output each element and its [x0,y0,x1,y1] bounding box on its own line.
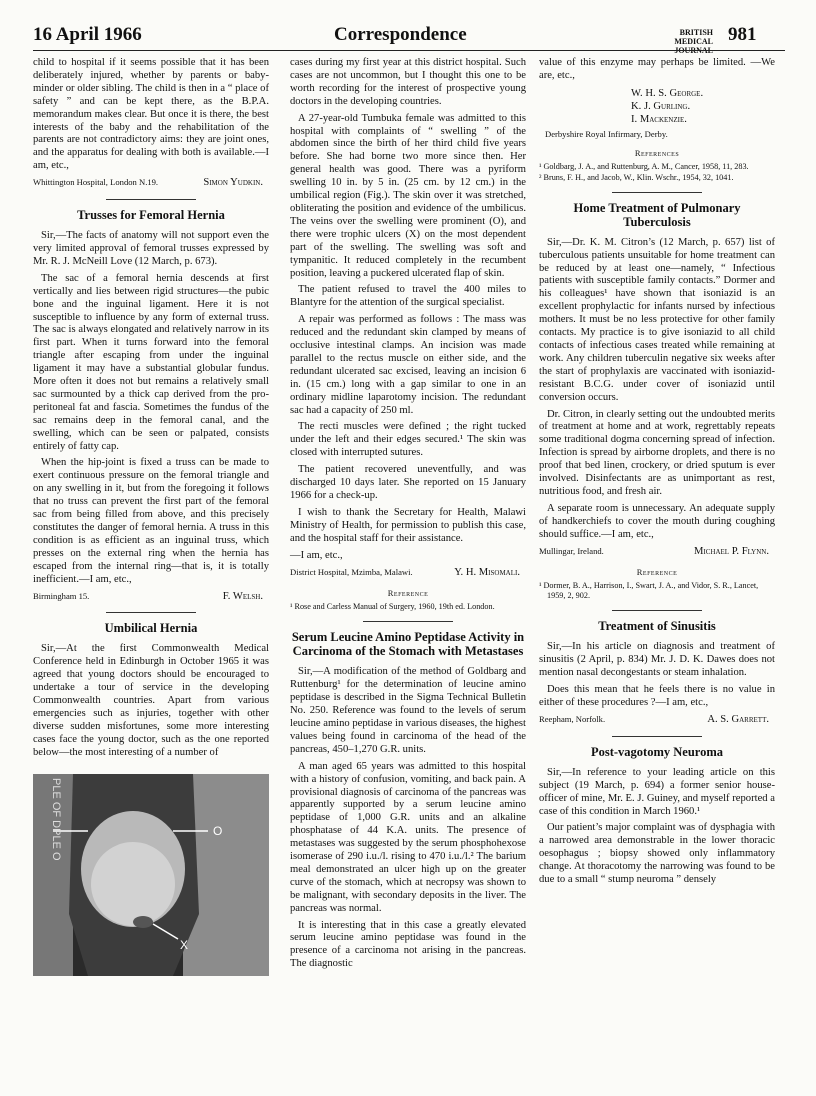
signature-name: Simon Yudkin. [203,177,263,189]
journal-name-line2: MEDICAL JOURNAL [674,37,713,55]
article-heading-trusses: Trusses for Femoral Hernia [77,208,225,223]
paragraph: The patient refused to travel the 400 miles to Blantyre for the attention of the surgical specialist. [290,284,526,309]
umbilical-hernia-photo [33,774,269,976]
signature-name: Michael P. Flynn. [693,545,769,557]
page-number: 981 [728,24,757,45]
paragraph: A man aged 65 years was admitted to this hospital with a history of confusion, vomiting, and back pain. A provisional diagnosis of carcinoma of the pancreas was apparently supported by a serum leucine amino peptidase of 1,000 G.R. units and an alkaline phosphatase of 44 K.A. units. The presence of metastases was suggested by the serum phosphohexose isomerase of 290 i.u./l. rising to 470 i.u./l.² The barium meal demonstrated an ulcer high up on the greater curve of the stomach, which at necropsy was shown to be malignant, with secondary deposits in the liver. The pancreas was normal. [290,760,526,914]
article-heading-tuberculosis: Home Treatment of Pulmonary Tuberculosis [573,200,741,229]
signature-name: W. H. S. George. [631,87,704,99]
figure-label-x: X [180,937,189,952]
paragraph: When the hip-joint is fixed a truss can be made to exert continuous pressure on the femoral triangle and on any swelling in it, but from the foregoing it follows that no truss can prevent the first part of the femoral sac from being filled from above, and this precisely constitutes the danger of femoral hernia. A truss in this condition is as efficient as an inguinal truss, which presses on the external ring when the hernia has escaped from the internal ring—that is, it is totally inefficient.—I am, etc., [33,457,269,585]
paragraph: Sir,—In his article on diagnosis and treatment of sinusitis (2 April, p. 834) Mr. J. D. K. Dawes does not mention nasal decongestants or steam inhalation. [539,641,775,679]
article-separator [612,610,702,611]
journal-name-line1: BRITISH [679,28,713,37]
article-separator [363,621,453,622]
paragraph: A separate room is unnecessary. An adequate supply of handkerchiefs to cover the mouth during coughing should suffice.—I am, etc., [539,502,775,540]
signature-block [33,177,269,190]
paragraph: I wish to thank the Secretary for Health, Malawi Ministry of Health, for permission to publish this case, and the hospital staff for their assistance. [290,506,526,544]
column-2 [290,57,526,975]
article-heading-umbilical: Umbilical Hernia [104,621,198,636]
signature-name: F. Welsh. [222,590,263,602]
article-separator [106,612,196,613]
paragraph: —I am, etc., [290,549,343,561]
figure-background-text: PLE OF DPLE O [50,777,62,861]
signature-name: A. S. Garrett. [707,713,769,725]
reference-item: ¹ Rose and Carless Manual of Surgery, 1960, 19th ed. London. [290,602,495,612]
article-separator [106,199,196,200]
paragraph: Sir,—In reference to your leading article on this subject (19 March, p. 694) a former senior house-officer of mine, Mr. E. J. Guiney, and myself reported a case of this condition in March 1960.¹ [539,766,775,817]
reference-item: ¹ Goldbarg, J. A., and Ruttenburg, A. M., Cancer, 1958, 11, 283. [539,161,749,171]
issue-date: 16 April 1966 [33,24,142,45]
paragraph: The recti muscles were defined ; the right tucked under the left and their edges secured.¹ The skin was closed with interrupted sutures. [290,421,526,459]
article-heading-leucine: Serum Leucine Amino Peptidase Activity in Carcinoma of the Stomach with Metastases [291,630,525,659]
reference-item: ¹ Dormer, B. A., Harrison, I., Swart, J. A., and Vidor, S. R., Lancet, 1959, 2, 902. [539,581,759,601]
signature-name: K. J. Gurling. [631,100,691,112]
signature-place: Whittington Hospital, London N.19. [33,177,159,188]
paragraph: Does this mean that he feels there is no value in either of these procedures ?—I am, etc., [539,684,775,708]
paragraph: A repair was performed as follows : The mass was reduced and the redundant skin clamped by means of occlusive intestinal clamps. An incision was made parallel to the rectus muscle on either side, and the redundant ulcerated sac excised, leaving an incision 6 in. (15 cm.) long with a gap similar to one in an ordinary midline laparotomy incision. The redundant sac had a capacity of 250 ml. [290,314,526,416]
signature-block [539,714,775,727]
header-rule [33,50,785,51]
letter-continuation: child to hospital if it seems possible that it has been deliberately injured, whether by parents or baby-minder or older sibling. The child is then in a “ place of safety ” and can be kept there, as the B.P.A. memorandum makes clear. But once it is there, the best interests of the baby and the rehabilitation of the parents are not contradictory aims: they are joint ones, and the apparatus for dealing with both is available.—I am, etc., [33,57,269,172]
paragraph: Sir,—At the first Commonwealth Medical Conference held in Edinburgh in October 1965 it was agreed that young doctors should be encouraged to undertake a tour of service in the developing Commonwealth countries. Apart from various emergencies such as injuries, together with other diverse sudden misfortunes, some more interesting cases face the young doctor, such as the one reported below—the most interesting of a number of [33,643,269,758]
paragraph: It is interesting that in this case a greatly elevated serum leucine amino peptidase was found in the presence of a carcinoma not arising in the pancreas. The diagnostic [290,919,526,970]
article-heading-sinusitis: Treatment of Sinusitis [598,619,716,634]
article-heading-neuroma: Post-vagotomy Neuroma [590,744,724,759]
signature-name: Y. H. Misomali. [454,566,520,578]
signature-names [539,87,775,126]
signature-place: District Hospital, Mzimba, Malawi. [290,566,413,577]
signature-block [290,567,526,580]
signature-block [539,546,775,559]
signature-block [33,591,269,604]
signature-place: Derbyshire Royal Infirmary, Derby. [545,128,668,139]
column-1 [33,57,269,981]
section-title: Correspondence [334,24,467,45]
signature-place: Reepham, Norfolk. [539,713,606,724]
paragraph: value of this enzyme may perhaps be limited. —We are, etc., [539,57,775,81]
reference-heading: Reference [387,588,429,599]
reference-heading: Reference [636,567,678,578]
column-3 [539,57,775,891]
page-header [0,0,816,55]
paragraph: cases during my first year at this district hospital. Such cases are not uncommon, but I thought this one to be worth recording for the interest of prospective young doctors in the developing countries. [290,57,526,107]
paragraph: A 27-year-old Tumbuka female was admitted to this hospital with complaints of “ swelling ” of the abdomen since the birth of her third child five years before. She had borne two more since then. Her general health was good. There was a pyriform swelling 10 in. by 5 in. (25 cm. by 12 cm.) in the umbilical region (Fig.). The skin over it was stretched, obliterating the position and evidence of the umbilicus. The veins over the swelling were prominent (O), and there were trophic ulcers (X) on the most dependent part of the swelling. The swelling was soft and tympanitic. It reduced completely in the recumbent position, leaving a puckered ulcerated flap of skin. [290,112,526,279]
signature-place: Birmingham 15. [33,590,90,601]
paragraph: Sir,—The facts of anatomy will not support even the very limited approval of femoral trusses expressed by Mr. R. J. McNeill Love (12 March, p. 673). [33,230,269,267]
paragraph: The sac of a femoral hernia descends at first vertically and lies between rigid structures—the pubic bone and the inguinal ligament. Here it is not susceptible to influence by any form of external truss. The sac is always elongated and relatively narrow in its first part. When it turns forward into the femoral triangle after escaping from under the inguinal ligament it may have a substantial globular fundus. More often it does not but remains a relatively small sac surmounted by a thick cap derived from the pro-peritoneal fat and fascia. Sometimes the fundus of the sac remains deep in the femoral canal, and the swelling, which can be seen or palpated, consists entirely of fatty cap. [33,272,269,452]
figure-label-o: O [213,823,223,838]
paragraph: Sir,—Dr. K. M. Citron’s (12 March, p. 657) list of tuberculous patients unsuitable for home treatment can be reduced by at least one—namely, “ Infectious patients with susceptible family contacts.” Dormer and his colleagues¹ have shown that isoniazid is an excellent prophylactic for infants nursed by infectious mothers. It must be no less protective for other family contacts. My practice is to give isoniazid to all child contacts of infectious cases treated while remaining at work. Any children tuberculin negative six weeks after the start of prophylaxis are vaccinated with isoniazid-resistant B.C.G. under cover of isoniazid until conversion occurs. [539,236,775,403]
paragraph: Dr. Citron, in clearly setting out the undoubted merits of treatment at home and at work, regrettably repeats some traditional dogma concerning spread of infection. Infection is spread by airborne droplets, and there is no proof that bed linen, crockery, or dried sputum is ever involved. Disinfectants are as unimportant as rest, nutritious food, and fresh air. [539,408,775,497]
article-separator [612,736,702,737]
paragraph: Our patient’s major complaint was of dysphagia with a narrowed area demonstrable in the lower thoracic oesophagus ; biopsy showed only inflammatory change. At thoracotomy the narrowing was found to be due to a small “ stump neuroma ” densely [539,822,775,886]
paragraph: The patient recovered uneventfully, and was discharged 10 days later. She reported on 15 January 1966 for a check-up. [290,464,526,501]
article-separator [612,192,702,193]
reference-item: ² Bruns, F. H., and Jacob, W., Klin. Wschr., 1954, 32, 1041. [539,172,734,182]
signature-place: Mullingar, Ireland. [539,545,604,556]
reference-heading: References [634,147,680,158]
signature-name: I. Mackenzie. [631,113,687,125]
paragraph: Sir,—A modification of the method of Goldbarg and Ruttenburg¹ for the determination of leucine amino peptidase is described in the Sigma Technical Bulletin No. 250. Reference was found to the levels of serum leucine amino peptidase in various diseases, the highest values being found in carcinoma of the head of the pancreas, 450–1,270 G.R. units. [290,666,526,755]
